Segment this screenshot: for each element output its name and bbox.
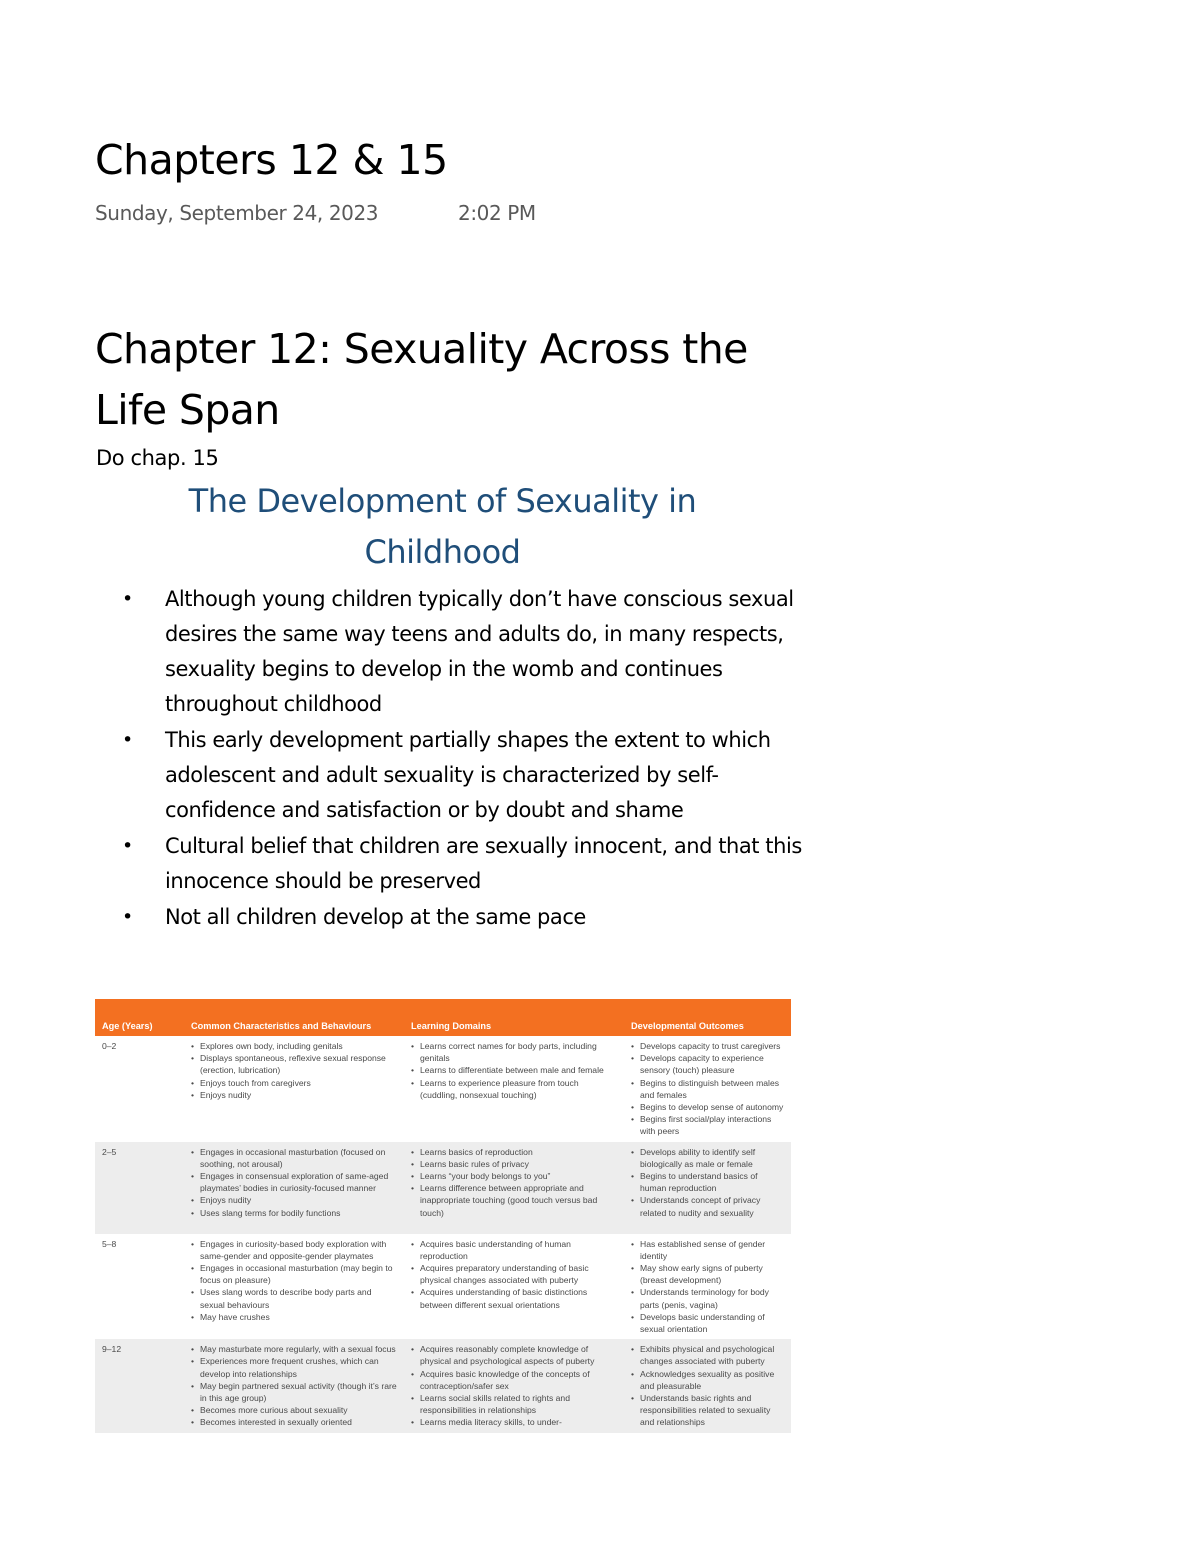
header-characteristics: Common Characteristics and Behaviours [184,999,404,1036]
characteristics-list [191,1343,398,1428]
characteristics-cell [184,1036,404,1142]
bullet-item: • Although young children typically don’t have conscious sexual desires the same way teens and adults do, in many respects, sexuality begins to develop in the womb and continues throughout childhood [118,582,808,722]
outcomes-cell [624,1234,791,1340]
list-item: • Learns “your body belongs to you” [411,1170,618,1182]
outcomes-cell [624,1036,791,1142]
characteristics-list [191,1146,398,1219]
outcomes-list [631,1146,785,1219]
list-item: • Learns to experience pleasure from touch (cuddling, nonsexual touching) [411,1077,618,1101]
table-row [95,1234,791,1340]
list-item: • Has established sense of gender identity [631,1238,785,1262]
list-item: • Develops capacity to trust caregivers [631,1040,785,1052]
bullet-icon: • [122,835,133,857]
learning-list [411,1238,618,1311]
list-item: • Engages in curiosity-based body exploration with same-gender and opposite-gender playmates [191,1238,398,1262]
age-cell: 5–8 [102,1238,117,1249]
list-item: • Learns correct names for body parts, including genitals [411,1040,618,1064]
chapter-heading: Chapter 12: Sexuality Across the Life Span [95,325,748,434]
learning-cell [404,1339,624,1432]
list-item: • Begins first social/play interactions with peers [631,1113,785,1137]
characteristics-cell [184,1234,404,1340]
list-item: • Exhibits physical and psychological changes associated with puberty [631,1343,785,1367]
bullet-icon: • [122,588,133,610]
bullet-item: • Cultural belief that children are sexually innocent, and that this innocence should be preserved [118,829,808,899]
table-row [95,1339,791,1432]
learning-list [411,1146,618,1219]
list-item: • Learns media literacy skills, to under- [411,1416,618,1428]
list-item: • Begins to distinguish between males and females [631,1077,785,1101]
list-item: • May show early signs of puberty (breast development) [631,1262,785,1286]
list-item: • Acquires basic understanding of human reproduction [411,1238,618,1262]
list-item: • May begin partnered sexual activity (though it’s rare in this age group) [191,1380,398,1404]
bullet-item: • This early development partially shapes the extent to which adolescent and adult sexuality is characterized by self-confidence and satisfaction or by doubt and shame [118,723,808,828]
bullet-icon: • [122,906,133,928]
learning-list [411,1040,618,1101]
section-heading: The Development of Sexuality in Childhood [188,482,697,571]
list-item: • Becomes interested in sexually oriented [191,1416,398,1428]
list-item: • Enjoys touch from caregivers [191,1077,398,1089]
learning-list [411,1343,618,1428]
list-item: • Develops basic understanding of sexual orientation [631,1311,785,1335]
table-row [95,1142,791,1234]
header-learning: Learning Domains [404,999,624,1036]
list-item: • Understands terminology for body parts (penis, vagina) [631,1286,785,1310]
list-item: • Begins to develop sense of autonomy [631,1101,785,1113]
list-item: • Learns basics of reproduction [411,1146,618,1158]
list-item: • Displays spontaneous, reflexive sexual response (erection, lubrication) [191,1052,398,1076]
note-text: Do chap. 15 [96,446,219,470]
list-item: • Learns difference between appropriate and inappropriate touching (good touch versus bad touch) [411,1182,618,1219]
list-item: • Acknowledges sexuality as positive and pleasurable [631,1368,785,1392]
outcomes-list [631,1238,785,1336]
list-item: • Explores own body, including genitals [191,1040,398,1052]
learning-cell [404,1036,624,1142]
list-item: • Develops ability to identify self biologically as male or female [631,1146,785,1170]
list-item: • May masturbate more regularly, with a sexual focus [191,1343,398,1355]
development-table [95,999,791,1436]
characteristics-list [191,1040,398,1101]
page-title: Chapters 12 & 15 [95,136,448,184]
outcomes-list [631,1040,785,1138]
bullet-item: • Not all children develop at the same pace [118,900,808,935]
table-header-row [95,999,791,1036]
learning-cell [404,1234,624,1340]
header-outcomes: Developmental Outcomes [624,999,791,1036]
list-item: • Uses slang terms for bodily functions [191,1207,398,1219]
age-cell: 0–2 [102,1041,117,1051]
list-item: • May have crushes [191,1311,398,1323]
list-item: • Understands concept of privacy related to nudity and sexuality [631,1194,785,1218]
list-item: • Learns social skills related to rights and responsibilities in relationships [411,1392,618,1416]
header-age: Age (Years) [95,999,184,1036]
page-date: Sunday, September 24, 2023 [95,201,379,225]
characteristics-list [191,1238,398,1323]
page-time: 2:02 PM [458,201,536,225]
characteristics-cell [184,1339,404,1432]
age-cell: 2–5 [95,1142,184,1234]
list-item: • Engages in consensual exploration of same-aged playmates’ bodies in curiosity-focused manner [191,1170,398,1194]
characteristics-cell [184,1142,404,1234]
learning-cell [404,1142,624,1234]
list-item: • Begins to understand basics of human reproduction [631,1170,785,1194]
list-item: • Understands basic rights and responsibilities related to sexuality and relationships [631,1392,785,1429]
list-item: • Uses slang words to describe body parts and sexual behaviours [191,1286,398,1310]
list-item: • Experiences more frequent crushes, which can develop into relationships [191,1355,398,1379]
page-timestamp [95,199,536,227]
list-item: • Acquires basic knowledge of the concepts of contraception/safer sex [411,1368,618,1392]
list-item: • Becomes more curious about sexuality [191,1404,398,1416]
age-cell: 9–12 [95,1339,184,1432]
list-item: • Enjoys nudity [191,1089,398,1101]
list-item: • Learns basic rules of privacy [411,1158,618,1170]
outcomes-list [631,1343,785,1428]
bullet-list [118,582,808,935]
list-item: • Develops capacity to experience sensory (touch) pleasure [631,1052,785,1076]
list-item: • Acquires understanding of basic distinctions between different sexual orientations [411,1286,618,1310]
outcomes-cell [624,1339,791,1432]
list-item: • Enjoys nudity [191,1194,398,1206]
outcomes-cell [624,1142,791,1234]
bullet-icon: • [122,729,133,751]
list-item: • Acquires preparatory understanding of basic physical changes associated with puberty [411,1262,618,1286]
list-item: • Engages in occasional masturbation (focused on soothing, not arousal) [191,1146,398,1170]
table-row [95,1036,791,1142]
list-item: • Acquires reasonably complete knowledge of physical and psychological aspects of puberty [411,1343,618,1367]
list-item: • Engages in occasional masturbation (may begin to focus on pleasure) [191,1262,398,1286]
list-item: • Learns to differentiate between male and female [411,1064,618,1076]
